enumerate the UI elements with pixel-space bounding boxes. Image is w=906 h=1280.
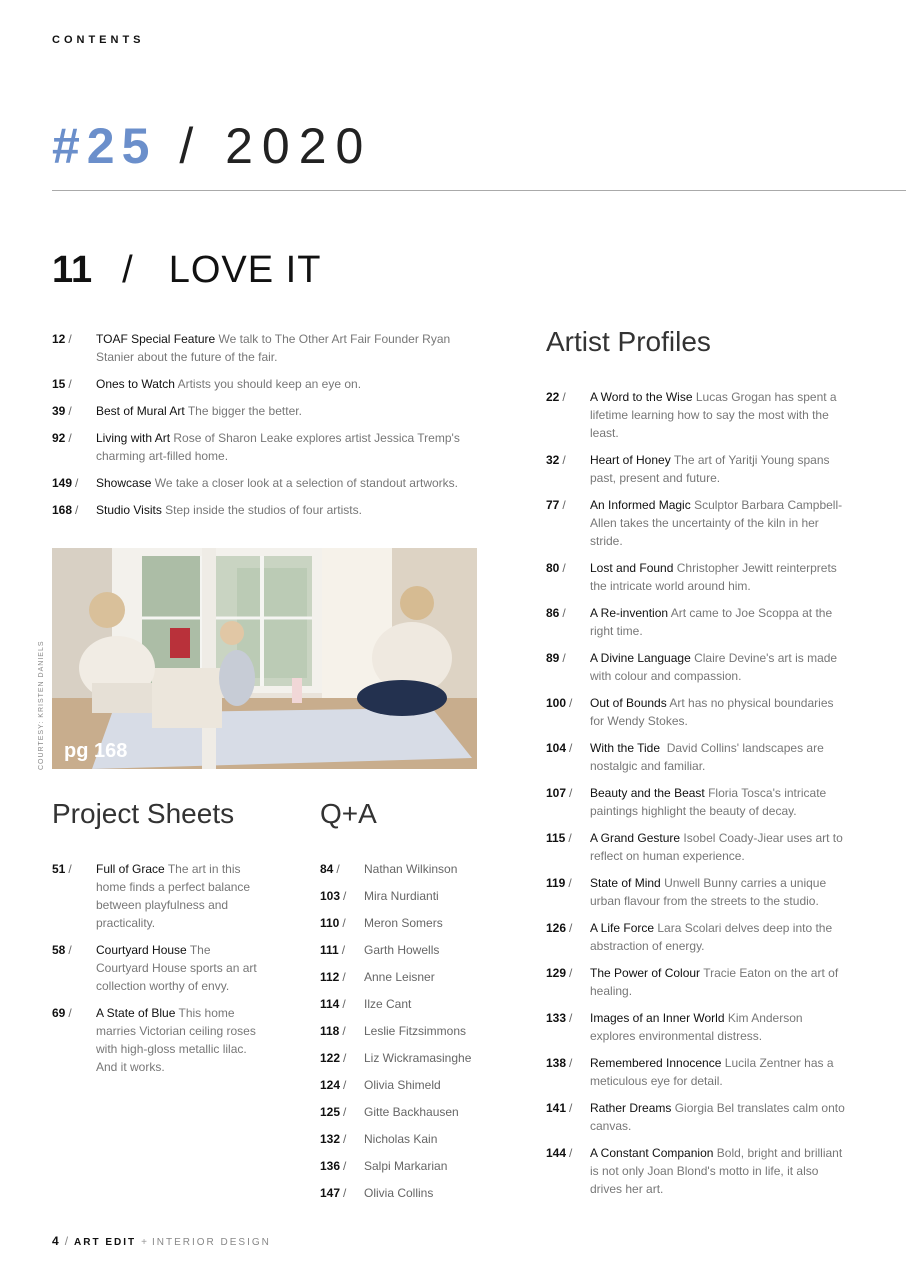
interviewee-name: Garth Howells bbox=[364, 943, 440, 957]
entry-title: A State of Blue bbox=[96, 1006, 176, 1020]
footer-page-number: 4 bbox=[52, 1234, 59, 1248]
issue-heading bbox=[52, 118, 372, 174]
page-ref bbox=[320, 887, 364, 905]
section-slash: / bbox=[122, 249, 133, 291]
entry-text bbox=[96, 1004, 262, 1076]
entry-title: The Power of Colour bbox=[590, 966, 701, 980]
page-slash: / bbox=[336, 862, 340, 876]
page-number: 58 bbox=[52, 943, 66, 957]
page-number: 107 bbox=[546, 786, 567, 800]
list-item bbox=[52, 860, 262, 932]
page-number: 77 bbox=[546, 498, 560, 512]
entry-text bbox=[590, 1054, 846, 1090]
page-number: 125 bbox=[320, 1105, 341, 1119]
page-number: 12 bbox=[52, 332, 66, 346]
entry-text bbox=[590, 496, 846, 550]
page-slash: / bbox=[343, 1105, 347, 1119]
list-item bbox=[320, 941, 510, 959]
qa-list bbox=[320, 860, 510, 1211]
entry-text bbox=[590, 919, 846, 955]
interviewee-name: Gitte Backhausen bbox=[364, 1105, 459, 1119]
page-number: 92 bbox=[52, 431, 66, 445]
page-ref bbox=[320, 1184, 364, 1202]
page-ref bbox=[320, 941, 364, 959]
interviewee-name: Nicholas Kain bbox=[364, 1132, 438, 1146]
interviewee-name: Ilze Cant bbox=[364, 997, 412, 1011]
entry-title: Studio Visits bbox=[96, 503, 162, 517]
interviewee-name: Olivia Shimeld bbox=[364, 1078, 441, 1092]
page-number: 51 bbox=[52, 862, 66, 876]
page-ref bbox=[320, 1076, 364, 1094]
page-slash: / bbox=[569, 966, 573, 980]
list-item bbox=[546, 559, 846, 595]
interviewee-name: Mira Nurdianti bbox=[364, 889, 439, 903]
list-item bbox=[52, 402, 472, 420]
entry-title: Courtyard House bbox=[96, 943, 187, 957]
footer-slash: / bbox=[64, 1234, 69, 1248]
issue-separator: / bbox=[156, 118, 226, 174]
page-ref bbox=[320, 1130, 364, 1148]
page-ref bbox=[546, 388, 590, 442]
page-number: 32 bbox=[546, 453, 560, 467]
entry-description: Unwell Bunny carries a unique urban flavour from the streets to the studio. bbox=[590, 876, 830, 908]
issue-number: #25 bbox=[52, 118, 157, 174]
list-item bbox=[320, 995, 510, 1013]
studio-photo bbox=[52, 548, 477, 769]
entry-title: Rather Dreams bbox=[590, 1101, 672, 1115]
entry-text bbox=[96, 860, 262, 932]
footer-brand: ART EDIT bbox=[74, 1237, 137, 1248]
entry-text bbox=[590, 874, 846, 910]
entry-title: Ones to Watch bbox=[96, 377, 175, 391]
entry-title: Remembered Innocence bbox=[590, 1056, 722, 1070]
page-number: 100 bbox=[546, 696, 567, 710]
entry-title: TOAF Special Feature bbox=[96, 332, 216, 346]
page-number: 103 bbox=[320, 889, 341, 903]
list-item bbox=[320, 887, 510, 905]
page-slash: / bbox=[569, 1056, 573, 1070]
list-item bbox=[546, 874, 846, 910]
list-item bbox=[320, 860, 510, 878]
page-slash: / bbox=[569, 1101, 573, 1115]
qa-heading: Q+A bbox=[320, 798, 377, 829]
list-item bbox=[546, 919, 846, 955]
page-slash: / bbox=[68, 943, 72, 957]
entry-title: A Grand Gesture bbox=[590, 831, 681, 845]
page-ref bbox=[320, 914, 364, 932]
entry-text bbox=[590, 559, 846, 595]
list-item bbox=[320, 1157, 510, 1175]
entry-text bbox=[590, 1099, 849, 1135]
page-ref bbox=[320, 1022, 364, 1040]
page-slash: / bbox=[569, 1146, 573, 1160]
entry-description: Artists you should keep an eye on. bbox=[177, 377, 362, 391]
entry-description: Sculptor Barbara Campbell-Allen takes the uncertainty of the kiln in her stride. bbox=[590, 498, 843, 548]
page-slash: / bbox=[68, 404, 72, 418]
entry-title: Beauty and the Beast bbox=[590, 786, 705, 800]
list-item bbox=[546, 1054, 846, 1090]
page-number: 141 bbox=[546, 1101, 567, 1115]
entry-description: The art of Yaritji Young spans past, present and future. bbox=[590, 453, 833, 485]
page-number: 15 bbox=[52, 377, 66, 391]
interviewee-name: Meron Somers bbox=[364, 916, 443, 930]
list-item bbox=[52, 330, 472, 366]
interviewee-name: Leslie Fitzsimmons bbox=[364, 1024, 467, 1038]
page-number: 136 bbox=[320, 1159, 341, 1173]
entry-text bbox=[590, 451, 846, 487]
entry-title: A Divine Language bbox=[590, 651, 691, 665]
list-item bbox=[320, 1022, 510, 1040]
page-number: 138 bbox=[546, 1056, 567, 1070]
entry-text bbox=[96, 429, 472, 465]
entry-title: Full of Grace bbox=[96, 862, 165, 876]
issue-year: 2020 bbox=[225, 118, 373, 174]
page-slash: / bbox=[569, 1011, 573, 1025]
list-item bbox=[320, 1130, 510, 1148]
page-number: 118 bbox=[320, 1024, 340, 1038]
entry-title: Heart of Honey bbox=[590, 453, 671, 467]
love-it-list bbox=[52, 330, 472, 528]
page-slash: / bbox=[342, 1024, 346, 1038]
entry-description: Christopher Jewitt reinterprets the intricate world around him. bbox=[590, 561, 841, 593]
entry-description: David Collins' landscapes are nostalgic and familiar. bbox=[590, 741, 828, 773]
footer bbox=[52, 1234, 271, 1248]
entry-description: Giorgia Bel translates calm onto canvas. bbox=[590, 1101, 849, 1133]
page-ref bbox=[320, 1103, 364, 1121]
interviewee-name: Salpi Markarian bbox=[364, 1159, 448, 1173]
page-ref bbox=[320, 1157, 364, 1175]
page-slash: / bbox=[343, 1051, 347, 1065]
entry-text bbox=[96, 375, 361, 393]
entry-title: A Re-invention bbox=[590, 606, 669, 620]
entry-description: Floria Tosca's intricate paintings highlight the beauty of decay. bbox=[590, 786, 830, 818]
page-number: 115 bbox=[546, 831, 566, 845]
photo-credit: COURTESY: KRISTEN DANIELS bbox=[38, 640, 45, 770]
list-item bbox=[546, 1009, 846, 1045]
list-item bbox=[546, 1144, 846, 1198]
list-item bbox=[546, 388, 846, 442]
artist-profiles-list bbox=[546, 388, 849, 1207]
entry-title: State of Mind bbox=[590, 876, 661, 890]
section-heading bbox=[52, 248, 321, 292]
page-ref bbox=[52, 941, 96, 995]
page-slash: / bbox=[342, 997, 346, 1011]
entry-description: Lucas Grogan has spent a lifetime learning how to say the most with the least. bbox=[590, 390, 840, 440]
entry-title: With the Tide bbox=[590, 741, 661, 755]
page-ref bbox=[546, 649, 590, 685]
page-ref bbox=[546, 1144, 590, 1198]
list-item bbox=[320, 1076, 510, 1094]
page-number: 89 bbox=[546, 651, 560, 665]
page-slash: / bbox=[342, 916, 346, 930]
entry-description: Bold, bright and brilliant is not only Joan Blond's motto in life, it also drives her art. bbox=[590, 1146, 846, 1196]
page-slash: / bbox=[562, 453, 566, 467]
page-number: 22 bbox=[546, 390, 560, 404]
section-title: LOVE IT bbox=[168, 249, 322, 291]
page-number: 84 bbox=[320, 862, 334, 876]
entry-title: Living with Art bbox=[96, 431, 171, 445]
project-sheets-heading: Project Sheets bbox=[52, 798, 235, 829]
page-ref bbox=[320, 995, 364, 1013]
footer-plus: + bbox=[141, 1237, 147, 1248]
page-number: 168 bbox=[52, 503, 73, 517]
page-number: 80 bbox=[546, 561, 560, 575]
divider bbox=[52, 190, 906, 191]
entry-description: Art came to Joe Scoppa at the right time. bbox=[590, 606, 836, 638]
interviewee-name: Liz Wickramasinghe bbox=[364, 1051, 472, 1065]
page-slash: / bbox=[343, 1186, 347, 1200]
page-number: 133 bbox=[546, 1011, 567, 1025]
entry-description: This home marries Victorian ceiling roses with high-gloss metallic lilac. And it works. bbox=[96, 1006, 260, 1074]
entry-description: Lara Scolari delves deep into the abstraction of energy. bbox=[590, 921, 836, 953]
entry-text bbox=[590, 964, 846, 1000]
page-ref bbox=[546, 1009, 590, 1045]
photo-page-label: pg 168 bbox=[64, 740, 128, 762]
page-ref bbox=[546, 451, 590, 487]
entry-text bbox=[96, 402, 302, 420]
page-ref bbox=[320, 1049, 364, 1067]
page-ref bbox=[52, 429, 96, 465]
entry-text bbox=[590, 784, 846, 820]
entry-text bbox=[590, 388, 846, 442]
page-ref bbox=[546, 874, 590, 910]
page-number: 104 bbox=[546, 741, 567, 755]
entry-description: Rose of Sharon Leake explores artist Jessica Tremp's charming art-filled home. bbox=[96, 431, 464, 463]
section-number: 11 bbox=[52, 249, 93, 291]
page-slash: / bbox=[343, 1078, 347, 1092]
page-ref bbox=[546, 559, 590, 595]
list-item bbox=[52, 474, 472, 492]
entry-description: We talk to The Other Art Fair Founder Ryan Stanier about the future of the fair. bbox=[96, 332, 454, 364]
page-ref bbox=[546, 784, 590, 820]
page-ref bbox=[52, 330, 96, 366]
page-slash: / bbox=[68, 431, 72, 445]
page-slash: / bbox=[562, 606, 566, 620]
page-number: 86 bbox=[546, 606, 560, 620]
entry-text bbox=[590, 604, 846, 640]
page-ref bbox=[52, 375, 96, 393]
entry-text bbox=[590, 694, 846, 730]
page-ref bbox=[52, 501, 96, 519]
list-item bbox=[546, 604, 846, 640]
entry-text bbox=[590, 1144, 846, 1198]
page-number: 39 bbox=[52, 404, 66, 418]
list-item bbox=[52, 941, 262, 995]
studio-photo-image bbox=[52, 548, 477, 769]
list-item bbox=[320, 1184, 510, 1202]
page-ref bbox=[546, 1099, 590, 1135]
contents-label: CONTENTS bbox=[52, 34, 145, 46]
page-ref bbox=[546, 964, 590, 1000]
list-item bbox=[546, 829, 846, 865]
page-slash: / bbox=[68, 332, 72, 346]
entry-text bbox=[96, 941, 262, 995]
list-item bbox=[546, 649, 846, 685]
page-ref bbox=[52, 1004, 96, 1076]
page-slash: / bbox=[68, 862, 72, 876]
page-ref bbox=[52, 860, 96, 932]
page-slash: / bbox=[562, 651, 566, 665]
page-number: 122 bbox=[320, 1051, 341, 1065]
entry-description: Kim Anderson explores environmental distress. bbox=[590, 1011, 806, 1043]
entry-description: The bigger the better. bbox=[187, 404, 302, 418]
entry-title: An Informed Magic bbox=[590, 498, 691, 512]
page-ref bbox=[546, 1054, 590, 1090]
entry-title: A Word to the Wise bbox=[590, 390, 693, 404]
list-item bbox=[546, 784, 846, 820]
page-number: 129 bbox=[546, 966, 567, 980]
page-ref bbox=[52, 474, 96, 492]
list-item bbox=[320, 1049, 510, 1067]
page-number: 147 bbox=[320, 1186, 341, 1200]
list-item bbox=[320, 914, 510, 932]
interviewee-name: Anne Leisner bbox=[364, 970, 435, 984]
list-item bbox=[52, 1004, 262, 1076]
page-slash: / bbox=[75, 476, 79, 490]
list-item bbox=[546, 1099, 849, 1135]
entry-title: Out of Bounds bbox=[590, 696, 667, 710]
entry-description: Claire Devine's art is made with colour and compassion. bbox=[590, 651, 841, 683]
entry-description: Isobel Coady-Jiear uses art to reflect on human experience. bbox=[590, 831, 847, 863]
page-ref bbox=[546, 496, 590, 550]
entry-text bbox=[590, 1009, 846, 1045]
page-slash: / bbox=[343, 1132, 347, 1146]
list-item bbox=[52, 501, 472, 519]
entry-description: We take a closer look at a selection of standout artworks. bbox=[154, 476, 458, 490]
page-slash: / bbox=[562, 561, 566, 575]
page-number: 124 bbox=[320, 1078, 341, 1092]
artist-profiles-heading: Artist Profiles bbox=[546, 326, 711, 357]
page-ref bbox=[320, 860, 364, 878]
list-item bbox=[52, 375, 472, 393]
page-number: 114 bbox=[320, 997, 340, 1011]
list-item bbox=[546, 451, 846, 487]
entry-description: The Courtyard House sports an art collection worthy of envy. bbox=[96, 943, 261, 993]
page-slash: / bbox=[569, 696, 573, 710]
page-ref bbox=[320, 968, 364, 986]
page-ref bbox=[546, 829, 590, 865]
page-slash: / bbox=[343, 889, 347, 903]
entry-description: Step inside the studios of four artists. bbox=[165, 503, 362, 517]
page-number: 132 bbox=[320, 1132, 341, 1146]
entry-title: Lost and Found bbox=[590, 561, 674, 575]
page-ref bbox=[52, 402, 96, 420]
page-number: 144 bbox=[546, 1146, 567, 1160]
page-slash: / bbox=[341, 943, 346, 957]
page-ref bbox=[546, 694, 590, 730]
entry-title: A Constant Companion bbox=[590, 1146, 714, 1160]
entry-description: Lucila Zentner has a meticulous eye for detail. bbox=[590, 1056, 837, 1088]
page-number: 149 bbox=[52, 476, 73, 490]
entry-title: Showcase bbox=[96, 476, 152, 490]
list-item bbox=[320, 968, 510, 986]
entry-text bbox=[96, 474, 458, 492]
list-item bbox=[52, 429, 472, 465]
entry-text bbox=[590, 649, 846, 685]
page-slash: / bbox=[68, 1006, 72, 1020]
page-slash: / bbox=[568, 831, 572, 845]
page-slash: / bbox=[75, 503, 79, 517]
list-item bbox=[546, 694, 846, 730]
interviewee-name: Nathan Wilkinson bbox=[364, 862, 458, 876]
page-slash: / bbox=[569, 921, 573, 935]
page-slash: / bbox=[343, 1159, 347, 1173]
entry-title: A Life Force bbox=[590, 921, 655, 935]
page-slash: / bbox=[569, 741, 573, 755]
footer-subtitle: INTERIOR DESIGN bbox=[151, 1237, 271, 1248]
page-number: 119 bbox=[546, 876, 566, 890]
entry-description: The art in this home finds a perfect balance between playfulness and practicality. bbox=[96, 862, 254, 930]
page-number: 111 bbox=[320, 943, 339, 957]
page-ref bbox=[546, 739, 590, 775]
entry-title: Best of Mural Art bbox=[96, 404, 185, 418]
page-ref bbox=[546, 919, 590, 955]
interviewee-name: Olivia Collins bbox=[364, 1186, 434, 1200]
page-slash: / bbox=[68, 377, 72, 391]
list-item bbox=[546, 496, 846, 550]
entry-text bbox=[96, 501, 362, 519]
page-slash: / bbox=[568, 876, 572, 890]
entry-description: Tracie Eaton on the art of healing. bbox=[590, 966, 842, 998]
page-number: 112 bbox=[320, 970, 340, 984]
project-sheets-list bbox=[52, 860, 262, 1085]
page-number: 126 bbox=[546, 921, 567, 935]
entry-text bbox=[590, 739, 846, 775]
page-number: 110 bbox=[320, 916, 340, 930]
page-slash: / bbox=[342, 970, 346, 984]
entry-title: Images of an Inner World bbox=[590, 1011, 725, 1025]
entry-description: Art has no physical boundaries for Wendy Stokes. bbox=[590, 696, 837, 728]
entry-text bbox=[590, 829, 846, 865]
page-number: 69 bbox=[52, 1006, 66, 1020]
list-item bbox=[546, 964, 846, 1000]
page-ref bbox=[546, 604, 590, 640]
page-slash: / bbox=[569, 786, 573, 800]
list-item bbox=[546, 739, 846, 775]
list-item bbox=[320, 1103, 510, 1121]
page-slash: / bbox=[562, 498, 566, 512]
entry-text bbox=[96, 330, 472, 366]
page-slash: / bbox=[562, 390, 566, 404]
